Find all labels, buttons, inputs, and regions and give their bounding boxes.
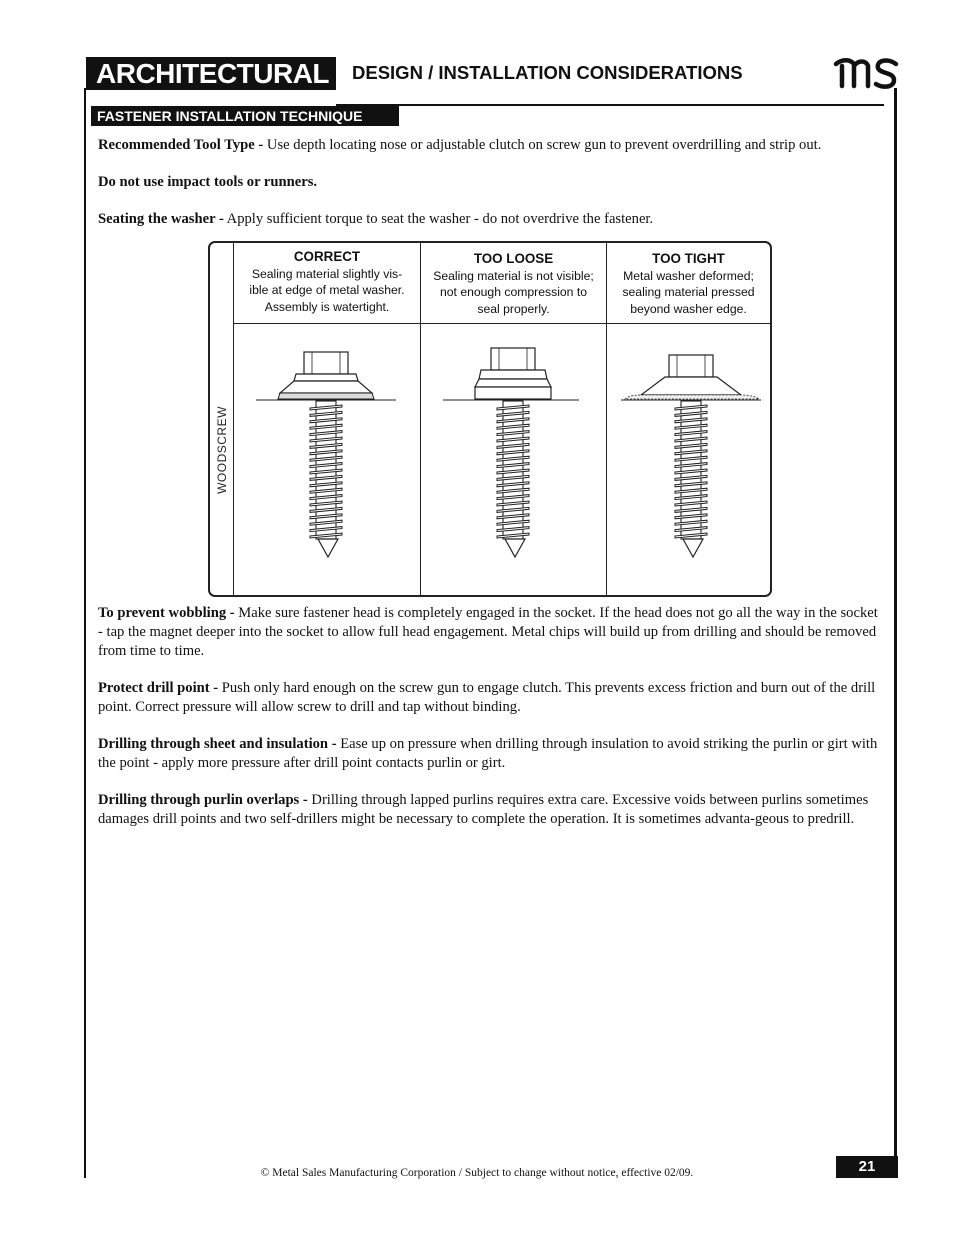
column-header-too-loose (421, 251, 606, 317)
table-header-divider (234, 323, 770, 324)
paragraph-prevent-wobbling (98, 604, 880, 661)
page-frame-right (894, 88, 897, 1178)
column-desc-line: Assembly is watertight. (264, 299, 390, 314)
paragraph-protect-drill-point (98, 679, 880, 717)
paragraph-sheet-insulation (98, 735, 880, 773)
paragraph-purlin-overlaps (98, 791, 880, 829)
paragraph-lead: Protect drill point - (98, 680, 219, 696)
column-desc-line: beyond washer edge. (630, 301, 747, 316)
column-desc-line: ible at edge of metal washer. (249, 283, 405, 297)
column-desc-line: Metal washer deformed; (623, 268, 754, 283)
column-desc-line: not enough compression to (439, 285, 588, 299)
page-title: ARCHITECTURAL (86, 57, 336, 90)
paragraph-lead: Recommended Tool Type - (98, 137, 264, 153)
column-heading: TOO LOOSE (473, 251, 554, 266)
paragraph-lead: Seating the washer - (98, 211, 224, 227)
paragraph-lead: Drilling through sheet and insulation - (98, 736, 337, 752)
paragraph-text: Make sure fastener head is completely engaged in the socket. If the head does not go all the way in the socket - tap the magnet deeper into the socket to allow full head engagement. Metal chips will build up from drilling and should be removed from time to time. (98, 605, 878, 659)
page-number: 21 (836, 1156, 898, 1178)
paragraph-lead: To prevent wobbling - (98, 605, 235, 621)
paragraph-text: Use depth locating nose or adjustable clutch on screw gun to prevent overdrilling and strip out. (263, 137, 822, 153)
row-label-woodscrew: WOODSCREW (215, 406, 229, 494)
screw-too-loose-illustration (437, 343, 597, 573)
column-header-too-tight (607, 251, 770, 317)
screw-correct-illustration (248, 343, 408, 573)
paragraph-text: Push only hard enough on the screw gun to engage clutch. This prevents excess friction and burn out of the drill point. Correct pressure will allow screw to drill and tap without binding. (98, 680, 876, 715)
column-heading: CORRECT (293, 249, 361, 264)
page-subtitle: DESIGN / INSTALLATION CONSIDERATIONS (352, 62, 743, 83)
page-frame-left (84, 88, 86, 1178)
column-desc-line: seal properly. (477, 301, 550, 316)
column-heading: TOO TIGHT (652, 251, 725, 266)
header-rule (336, 104, 884, 106)
section-title: FASTENER INSTALLATION TECHNIQUE (91, 106, 399, 126)
paragraph-text: Apply sufficient torque to seat the washer - do not overdrive the fastener. (223, 211, 654, 227)
washer-seating-table (208, 241, 772, 597)
column-desc-line: Sealing material slightly vis- (251, 266, 403, 281)
paragraph-tool-type (98, 136, 880, 155)
ms-logo-icon (832, 54, 900, 92)
paragraph-lead: Drilling through purlin overlaps - (98, 792, 308, 808)
paragraph-seating-washer (98, 210, 880, 229)
screw-too-tight-illustration (613, 343, 772, 573)
column-header-correct (234, 249, 420, 315)
paragraph-lead: Do not use impact tools or runners. (98, 174, 318, 190)
column-desc-line: sealing material pressed (622, 285, 755, 299)
paragraph-impact-tools (98, 173, 880, 192)
footer-copyright: © Metal Sales Manufacturing Corporation / Subject to change without notice, effective 02/09. (260, 1167, 694, 1179)
paragraph-text: Drilling through lapped purlins requires extra care. Excessive voids between purlins sometimes damages drill points and two self-drillers might be necessary to complete the operation. It is sometimes advanta-geous to predrill. (98, 792, 869, 827)
paragraph-text: Ease up on pressure when drilling through insulation to avoid striking the purlin or girt with the point - apply more pressure after drill point contacts purlin or girt. (98, 736, 878, 771)
column-desc-line: Sealing material is not visible; (433, 268, 594, 283)
